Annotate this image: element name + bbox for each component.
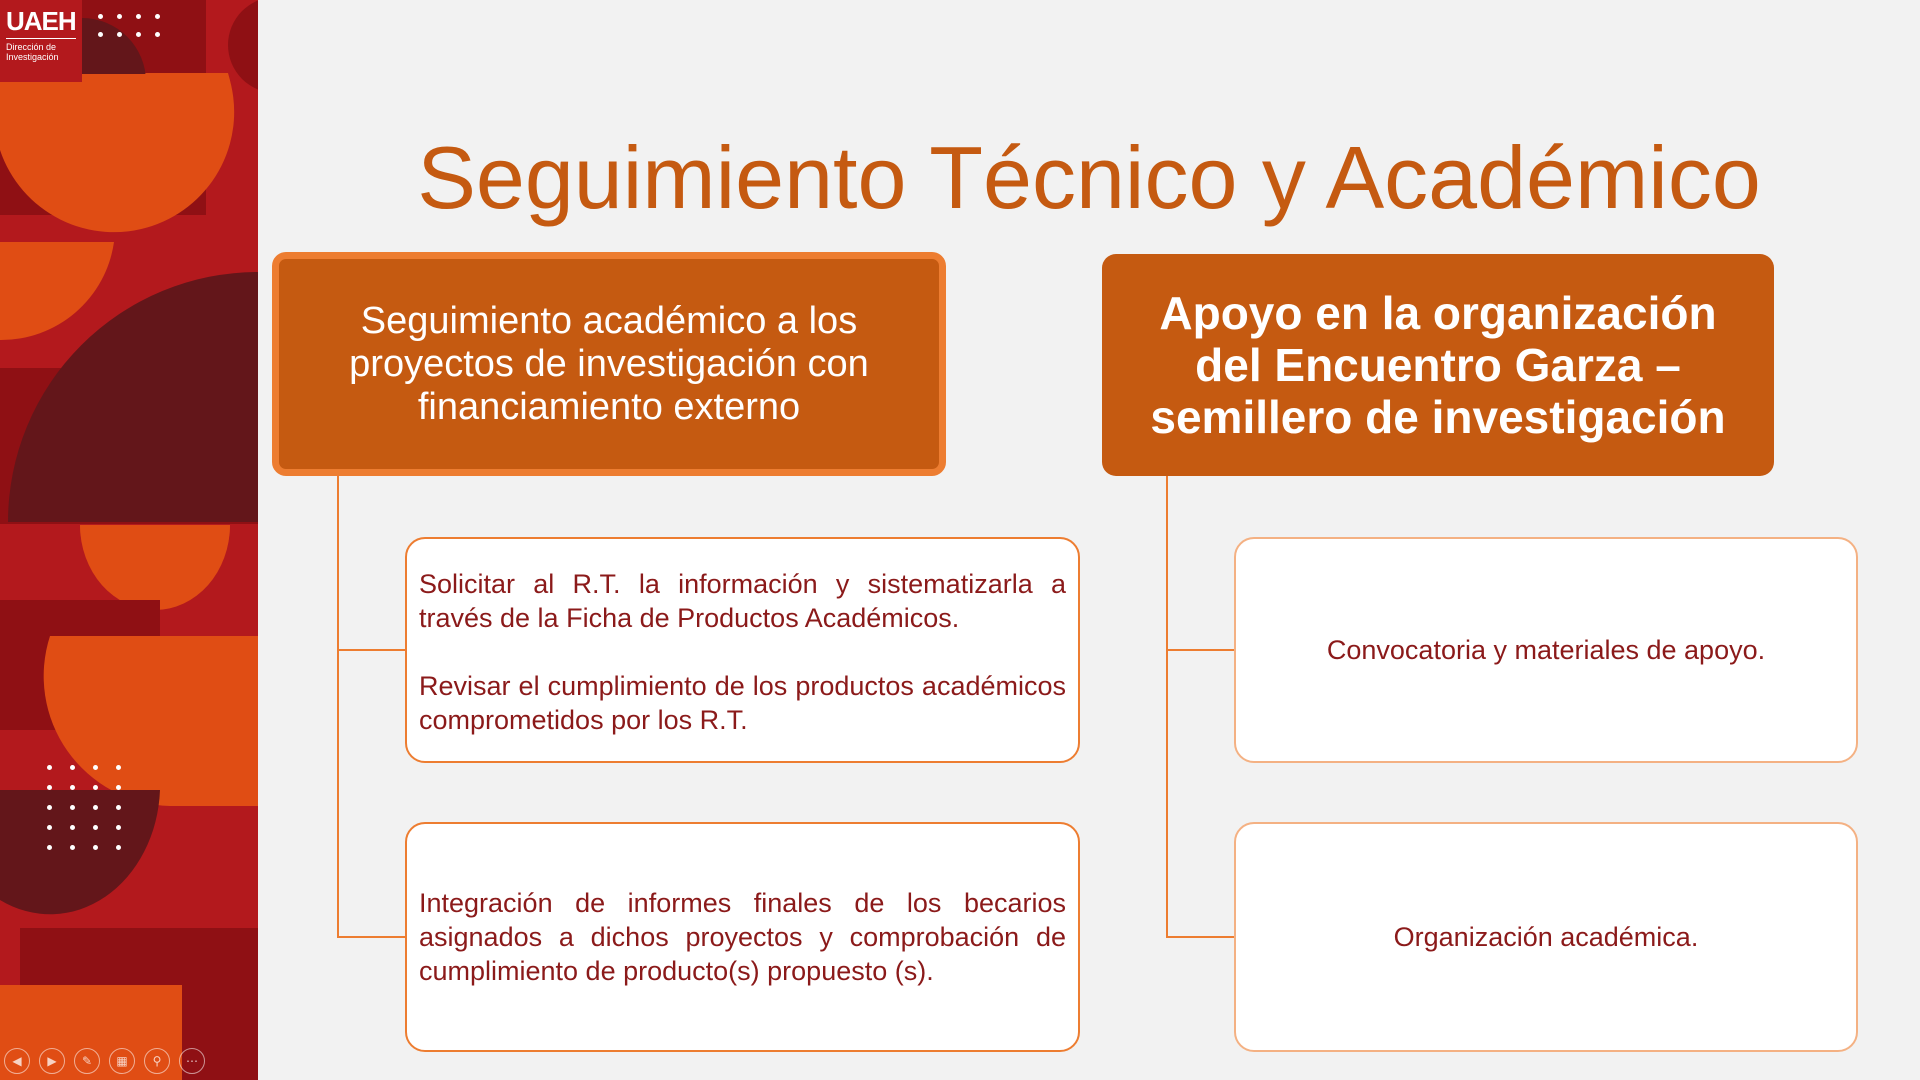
decorative-side-panel — [0, 0, 258, 1080]
right-connector-branch-1 — [1166, 649, 1234, 651]
left-item-2-paragraph-1: Integración de informes finales de los becarios asignados a dichos proyectos y comprobación de cumplimiento de producto(s) propuesto (s). — [419, 888, 1066, 986]
decorative-shapes — [0, 0, 258, 1080]
left-item-box-2 — [405, 822, 1080, 1052]
dots-pattern-bottom — [47, 765, 121, 850]
slides-icon[interactable]: ▦ — [109, 1048, 135, 1074]
right-item-1-text: Convocatoria y materiales de apoyo. — [1326, 635, 1766, 665]
right-header-text: Apoyo en la organización del Encuentro Garza – semillero de investigación — [1150, 287, 1726, 443]
pen-icon[interactable]: ✎ — [74, 1048, 100, 1074]
left-header-text: Seguimiento académico a los proyectos de investigación con financiamiento externo — [349, 299, 869, 428]
zoom-icon[interactable]: ⚲ — [144, 1048, 170, 1074]
left-connector-vertical — [337, 476, 339, 938]
left-connector-branch-2 — [337, 936, 405, 938]
logo-name: UAEH — [6, 8, 76, 39]
right-connector-branch-2 — [1166, 936, 1234, 938]
page-title: Seguimiento Técnico y Académico — [417, 128, 1761, 227]
logo-subtitle: Dirección de Investigación — [6, 42, 59, 62]
left-item-box-1 — [405, 537, 1080, 763]
uaeh-logo — [0, 0, 82, 82]
left-header-box — [272, 252, 946, 476]
previous-icon[interactable]: ◀ — [4, 1048, 30, 1074]
right-header-box — [1102, 254, 1774, 476]
left-item-1-paragraph-1: Solicitar al R.T. la información y sistematizarla a través de la Ficha de Productos Académicos. — [419, 569, 1066, 633]
left-connector-branch-1 — [337, 649, 405, 651]
right-item-box-2 — [1234, 822, 1858, 1052]
next-icon[interactable]: ▶ — [39, 1048, 65, 1074]
more-icon[interactable]: ⋯ — [179, 1048, 205, 1074]
right-item-2-text: Organización académica. — [1393, 922, 1699, 952]
dots-pattern-top — [98, 14, 160, 37]
right-item-box-1 — [1234, 537, 1858, 763]
right-connector-vertical — [1166, 476, 1168, 938]
slideshow-controls — [4, 1048, 205, 1074]
left-item-1-paragraph-2: Revisar el cumplimiento de los productos académicos comprometidos por los R.T. — [419, 671, 1066, 735]
